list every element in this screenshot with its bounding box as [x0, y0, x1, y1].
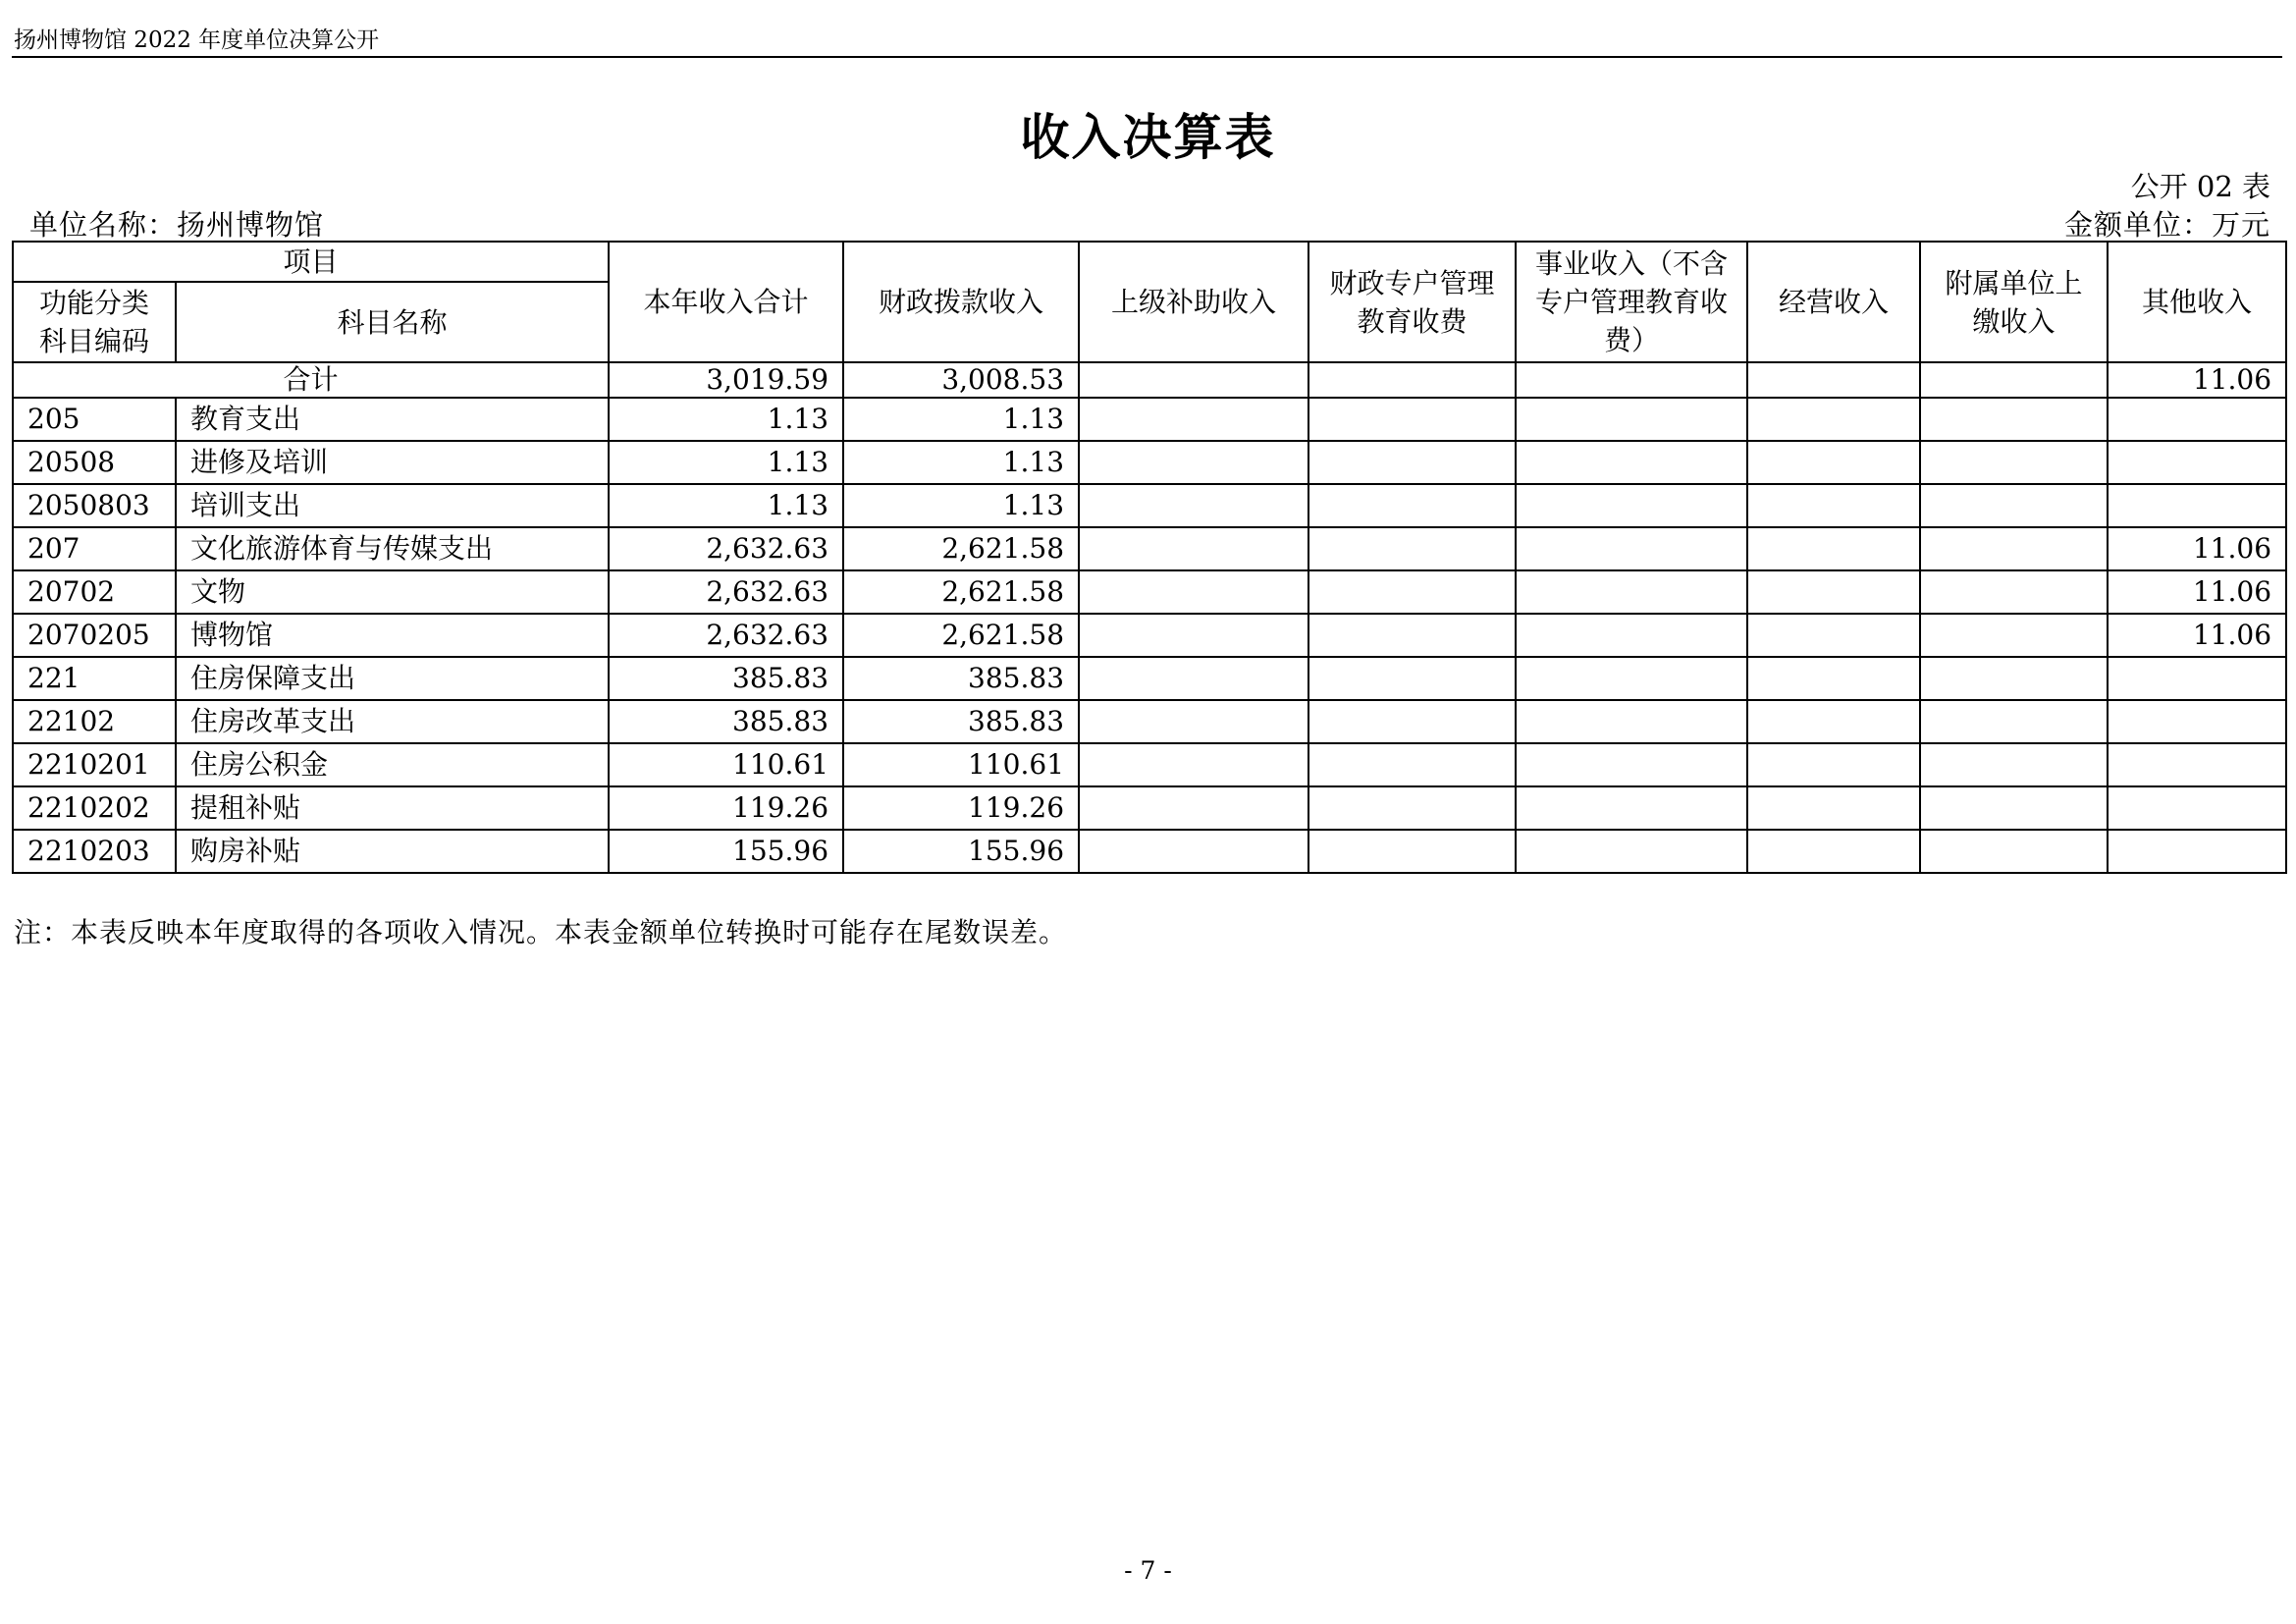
- function-code-cell: 207: [13, 527, 176, 570]
- superior-cell: [1079, 614, 1308, 657]
- business-cell: [1516, 657, 1747, 700]
- subject-name-header: 科目名称: [176, 282, 609, 362]
- operating-cell: [1747, 614, 1920, 657]
- table-number: 公开 02 表: [2130, 170, 2270, 203]
- total-cell: 1.13: [609, 484, 843, 527]
- other-cell: 11.06: [2108, 527, 2286, 570]
- running-header: 扬州博物馆 2022 年度单位决算公开: [14, 27, 380, 53]
- special-edu-cell: [1308, 398, 1516, 441]
- fiscal-cell: 2,621.58: [843, 527, 1079, 570]
- subsidiary-cell: [1920, 398, 2108, 441]
- other-cell: [2108, 743, 2286, 786]
- business-cell: [1516, 484, 1747, 527]
- total-cell: 1.13: [609, 441, 843, 484]
- project-header: 项目: [13, 242, 609, 282]
- amount-unit: 金额单位：万元: [2063, 208, 2270, 242]
- function-code-cell: 2210201: [13, 743, 176, 786]
- subject-name-cell: 住房保障支出: [176, 657, 609, 700]
- subsidiary-cell: [1920, 570, 2108, 614]
- superior-subsidy-header: 上级补助收入: [1079, 242, 1308, 362]
- table-row: [13, 614, 2286, 657]
- table-row: [13, 700, 2286, 743]
- subject-name-cell: 文物: [176, 570, 609, 614]
- total-cell: 110.61: [609, 743, 843, 786]
- subject-name-cell: 培训支出: [176, 484, 609, 527]
- special-edu-cell: [1308, 614, 1516, 657]
- operating-cell: [1747, 398, 1920, 441]
- operating-cell: [1747, 570, 1920, 614]
- total-cell: 2,632.63: [609, 570, 843, 614]
- operating-cell: [1747, 484, 1920, 527]
- table-row: [13, 657, 2286, 700]
- special-edu-cell: [1308, 570, 1516, 614]
- other-cell: 11.06: [2108, 362, 2286, 398]
- fiscal-cell: 3,008.53: [843, 362, 1079, 398]
- table-row: [13, 527, 2286, 570]
- operating-cell: [1747, 441, 1920, 484]
- business-cell: [1516, 700, 1747, 743]
- fiscal-cell: 2,621.58: [843, 614, 1079, 657]
- function-code-cell: 20702: [13, 570, 176, 614]
- superior-cell: [1079, 362, 1308, 398]
- total-row: [13, 362, 2286, 398]
- header-divider: [12, 56, 2282, 58]
- other-cell: [2108, 700, 2286, 743]
- total-cell: 2,632.63: [609, 614, 843, 657]
- superior-cell: [1079, 398, 1308, 441]
- operating-income-header: 经营收入: [1747, 242, 1920, 362]
- fiscal-cell: 1.13: [843, 441, 1079, 484]
- business-cell: [1516, 786, 1747, 830]
- subsidiary-cell: [1920, 830, 2108, 873]
- subject-name-cell: 文化旅游体育与传媒支出: [176, 527, 609, 570]
- special-edu-cell: [1308, 657, 1516, 700]
- page-number: - 7 -: [1124, 1556, 1172, 1585]
- fiscal-cell: 119.26: [843, 786, 1079, 830]
- superior-cell: [1079, 441, 1308, 484]
- table-row: [13, 570, 2286, 614]
- subsidiary-cell: [1920, 527, 2108, 570]
- superior-cell: [1079, 700, 1308, 743]
- subject-name-cell: 住房改革支出: [176, 700, 609, 743]
- other-cell: 11.06: [2108, 570, 2286, 614]
- total-cell: 385.83: [609, 657, 843, 700]
- fiscal-cell: 385.83: [843, 657, 1079, 700]
- operating-cell: [1747, 362, 1920, 398]
- subject-name-cell: 进修及培训: [176, 441, 609, 484]
- special-edu-cell: [1308, 441, 1516, 484]
- table-row: [13, 484, 2286, 527]
- function-code-cell: 221: [13, 657, 176, 700]
- special-edu-cell: [1308, 786, 1516, 830]
- operating-cell: [1747, 786, 1920, 830]
- fiscal-cell: 385.83: [843, 700, 1079, 743]
- function-code-cell: 2210202: [13, 786, 176, 830]
- table-row: [13, 441, 2286, 484]
- income-table: [12, 241, 2287, 874]
- other-cell: [2108, 657, 2286, 700]
- function-code-cell: 205: [13, 398, 176, 441]
- operating-cell: [1747, 527, 1920, 570]
- function-code-cell: 2210203: [13, 830, 176, 873]
- subsidiary-cell: [1920, 362, 2108, 398]
- business-income-header: 事业收入（不含专户管理教育收费）: [1516, 242, 1747, 362]
- fiscal-cell: 155.96: [843, 830, 1079, 873]
- subject-name-cell: 教育支出: [176, 398, 609, 441]
- superior-cell: [1079, 743, 1308, 786]
- function-code-cell: 2070205: [13, 614, 176, 657]
- total-cell: 155.96: [609, 830, 843, 873]
- business-cell: [1516, 614, 1747, 657]
- fiscal-cell: 110.61: [843, 743, 1079, 786]
- subsidiary-remittance-header: 附属单位上缴收入: [1920, 242, 2108, 362]
- other-cell: [2108, 441, 2286, 484]
- other-cell: [2108, 786, 2286, 830]
- special-edu-cell: [1308, 830, 1516, 873]
- operating-cell: [1747, 743, 1920, 786]
- superior-cell: [1079, 570, 1308, 614]
- subsidiary-cell: [1920, 743, 2108, 786]
- total-income-header: 本年收入合计: [609, 242, 843, 362]
- business-cell: [1516, 398, 1747, 441]
- business-cell: [1516, 830, 1747, 873]
- subsidiary-cell: [1920, 484, 2108, 527]
- function-code-cell: 2050803: [13, 484, 176, 527]
- total-cell: 1.13: [609, 398, 843, 441]
- function-code-cell: 22102: [13, 700, 176, 743]
- footnote: 注：本表反映本年度取得的各项收入情况。本表金额单位转换时可能存在尾数误差。: [14, 916, 1068, 948]
- fiscal-cell: 1.13: [843, 398, 1079, 441]
- business-cell: [1516, 441, 1747, 484]
- subsidiary-cell: [1920, 441, 2108, 484]
- other-cell: [2108, 484, 2286, 527]
- total-cell: 385.83: [609, 700, 843, 743]
- superior-cell: [1079, 484, 1308, 527]
- special-edu-cell: [1308, 743, 1516, 786]
- subject-name-cell: 住房公积金: [176, 743, 609, 786]
- subsidiary-cell: [1920, 700, 2108, 743]
- total-label: 合计: [13, 362, 609, 398]
- subsidiary-cell: [1920, 657, 2108, 700]
- business-cell: [1516, 743, 1747, 786]
- superior-cell: [1079, 830, 1308, 873]
- fiscal-cell: 1.13: [843, 484, 1079, 527]
- special-edu-cell: [1308, 527, 1516, 570]
- table-row: [13, 830, 2286, 873]
- fiscal-cell: 2,621.58: [843, 570, 1079, 614]
- table-row: [13, 743, 2286, 786]
- document-title: 收入决算表: [1020, 108, 1276, 166]
- subject-name-cell: 博物馆: [176, 614, 609, 657]
- business-cell: [1516, 570, 1747, 614]
- total-cell: 3,019.59: [609, 362, 843, 398]
- operating-cell: [1747, 657, 1920, 700]
- special-account-education-header: 财政专户管理教育收费: [1308, 242, 1516, 362]
- other-cell: 11.06: [2108, 614, 2286, 657]
- special-edu-cell: [1308, 362, 1516, 398]
- fiscal-appropriation-header: 财政拨款收入: [843, 242, 1079, 362]
- subsidiary-cell: [1920, 786, 2108, 830]
- business-cell: [1516, 527, 1747, 570]
- superior-cell: [1079, 527, 1308, 570]
- other-cell: [2108, 830, 2286, 873]
- special-edu-cell: [1308, 484, 1516, 527]
- operating-cell: [1747, 700, 1920, 743]
- business-cell: [1516, 362, 1747, 398]
- header-row-1: [13, 242, 2286, 282]
- superior-cell: [1079, 657, 1308, 700]
- total-cell: 119.26: [609, 786, 843, 830]
- other-cell: [2108, 398, 2286, 441]
- unit-name: 单位名称：扬州博物馆: [29, 208, 325, 242]
- other-income-header: 其他收入: [2108, 242, 2286, 362]
- function-code-cell: 20508: [13, 441, 176, 484]
- table-row: [13, 786, 2286, 830]
- subject-name-cell: 购房补贴: [176, 830, 609, 873]
- subject-name-cell: 提租补贴: [176, 786, 609, 830]
- total-cell: 2,632.63: [609, 527, 843, 570]
- superior-cell: [1079, 786, 1308, 830]
- table-row: [13, 398, 2286, 441]
- special-edu-cell: [1308, 700, 1516, 743]
- operating-cell: [1747, 830, 1920, 873]
- subsidiary-cell: [1920, 614, 2108, 657]
- function-code-header: 功能分类科目编码: [13, 282, 176, 362]
